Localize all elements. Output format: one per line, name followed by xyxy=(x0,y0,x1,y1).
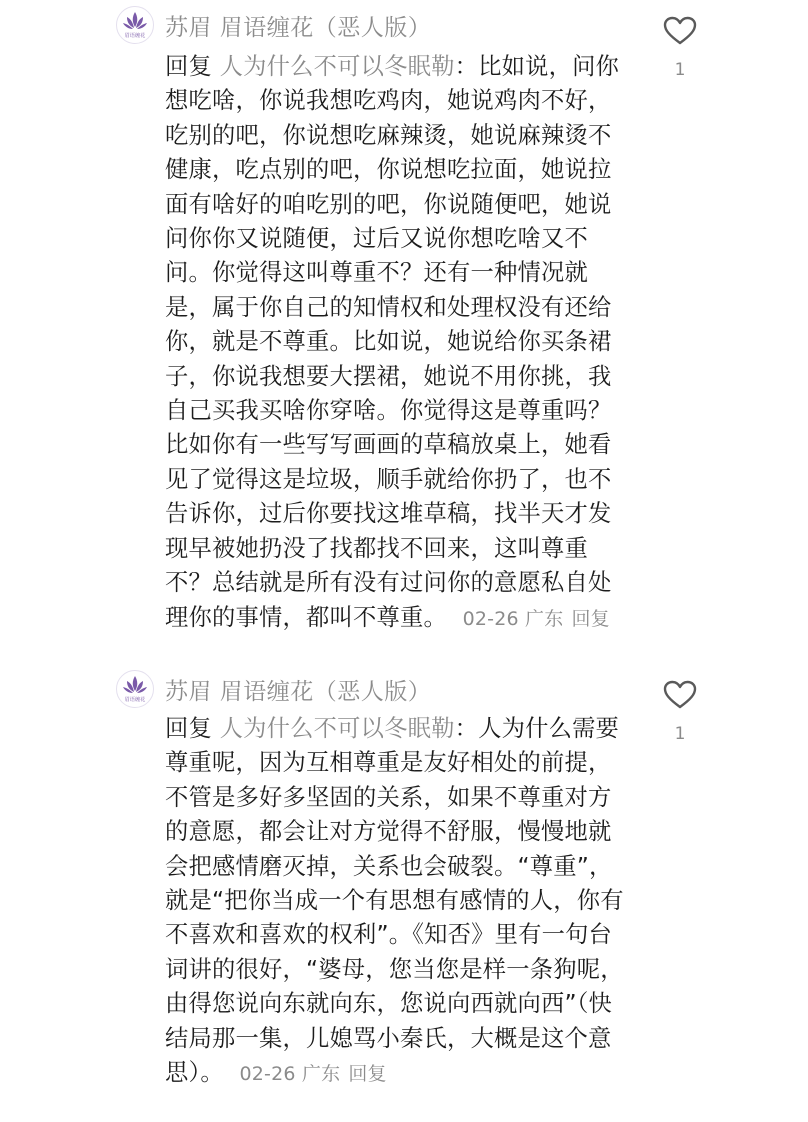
avatar[interactable] xyxy=(116,6,154,44)
like-count: 1 xyxy=(674,724,686,744)
like-count: 1 xyxy=(674,60,686,80)
username[interactable]: 苏眉 眉语缠花（恶人版） xyxy=(165,15,432,41)
reply-target-user[interactable]: 人为什么不可以冬眠勒 xyxy=(219,715,455,742)
lotus-logo-icon xyxy=(117,7,153,43)
comment-location: 广东 xyxy=(525,607,564,630)
comment-text: 比如说，问你想吃啥，你说我想吃鸡肉，她说鸡肉不好，吃别的吧，你说想吃麻辣烫，她说麻辣烫不健康，吃点别的吧，你说想吃拉面，她说拉面有啥好的咱吃别的吧，你说随便吧，她说问你你又说随便，过后又说你想吃啥又不问。你觉得这叫尊重不？还有一种情况就是，属于你自己的知情权和处理权没有还给你，就是不尊重。比如说，她说给你买条裙子，你说我想要大摆裙，她说不用你挑，我自己买我买啥你穿啥。你觉得这是尊重吗？比如你有一些写写画画的草稿放桌上，她看见了觉得这是垃圾，顺手就给你扔了，也不告诉你，过后你要找这堆草稿，找半天才发现早被她扔没了找都找不回来，这叫尊重不？总结就是所有没有过问你的意愿私自处理你的事情，都叫不尊重。 xyxy=(165,53,620,631)
comment-meta xyxy=(239,1063,386,1085)
avatar-label: 眉语缠花 xyxy=(124,33,146,39)
comment-meta xyxy=(463,608,610,630)
reply-colon: ： xyxy=(454,53,479,80)
avatar-label: 眉语缠花 xyxy=(124,697,146,703)
username[interactable]: 苏眉 眉语缠花（恶人版） xyxy=(165,679,432,705)
like-button[interactable] xyxy=(660,16,700,80)
reply-prefix: 回复 xyxy=(165,715,212,742)
comment-body xyxy=(165,712,627,1091)
lotus-logo-icon xyxy=(117,671,153,707)
like-button[interactable] xyxy=(660,680,700,744)
heart-outline-icon xyxy=(663,680,697,710)
reply-colon: ： xyxy=(454,715,479,742)
comment-text: 人为什么需要尊重呢，因为互相尊重是友好相处的前提，不管是多好多坚固的关系，如果不尊重对方的意愿，都会让对方觉得不舒服，慢慢地就会把感情磨灭掉，关系也会破裂。“尊重”，就是“把你当成一个有思想有感情的人，你有不喜欢和喜欢的权利”。《知否》里有一句台词讲的很好，“婆母，您当您是样一条狗呢，由得您说向东就向东，您说向西就向西”（快结局那一集，儿媳骂小秦氏，大概是这个意思）。 xyxy=(165,715,624,1087)
comment-body xyxy=(165,50,627,636)
reply-button[interactable]: 回复 xyxy=(348,1063,387,1086)
comment-location: 广东 xyxy=(301,1063,341,1086)
reply-prefix: 回复 xyxy=(165,53,212,80)
heart-outline-icon xyxy=(663,16,697,46)
reply-target-user[interactable]: 人为什么不可以冬眠勒 xyxy=(219,53,455,80)
comment-date: 02-26 xyxy=(462,607,519,630)
avatar[interactable] xyxy=(116,670,154,708)
comment-date: 02-26 xyxy=(239,1063,296,1086)
reply-button[interactable]: 回复 xyxy=(571,607,610,630)
